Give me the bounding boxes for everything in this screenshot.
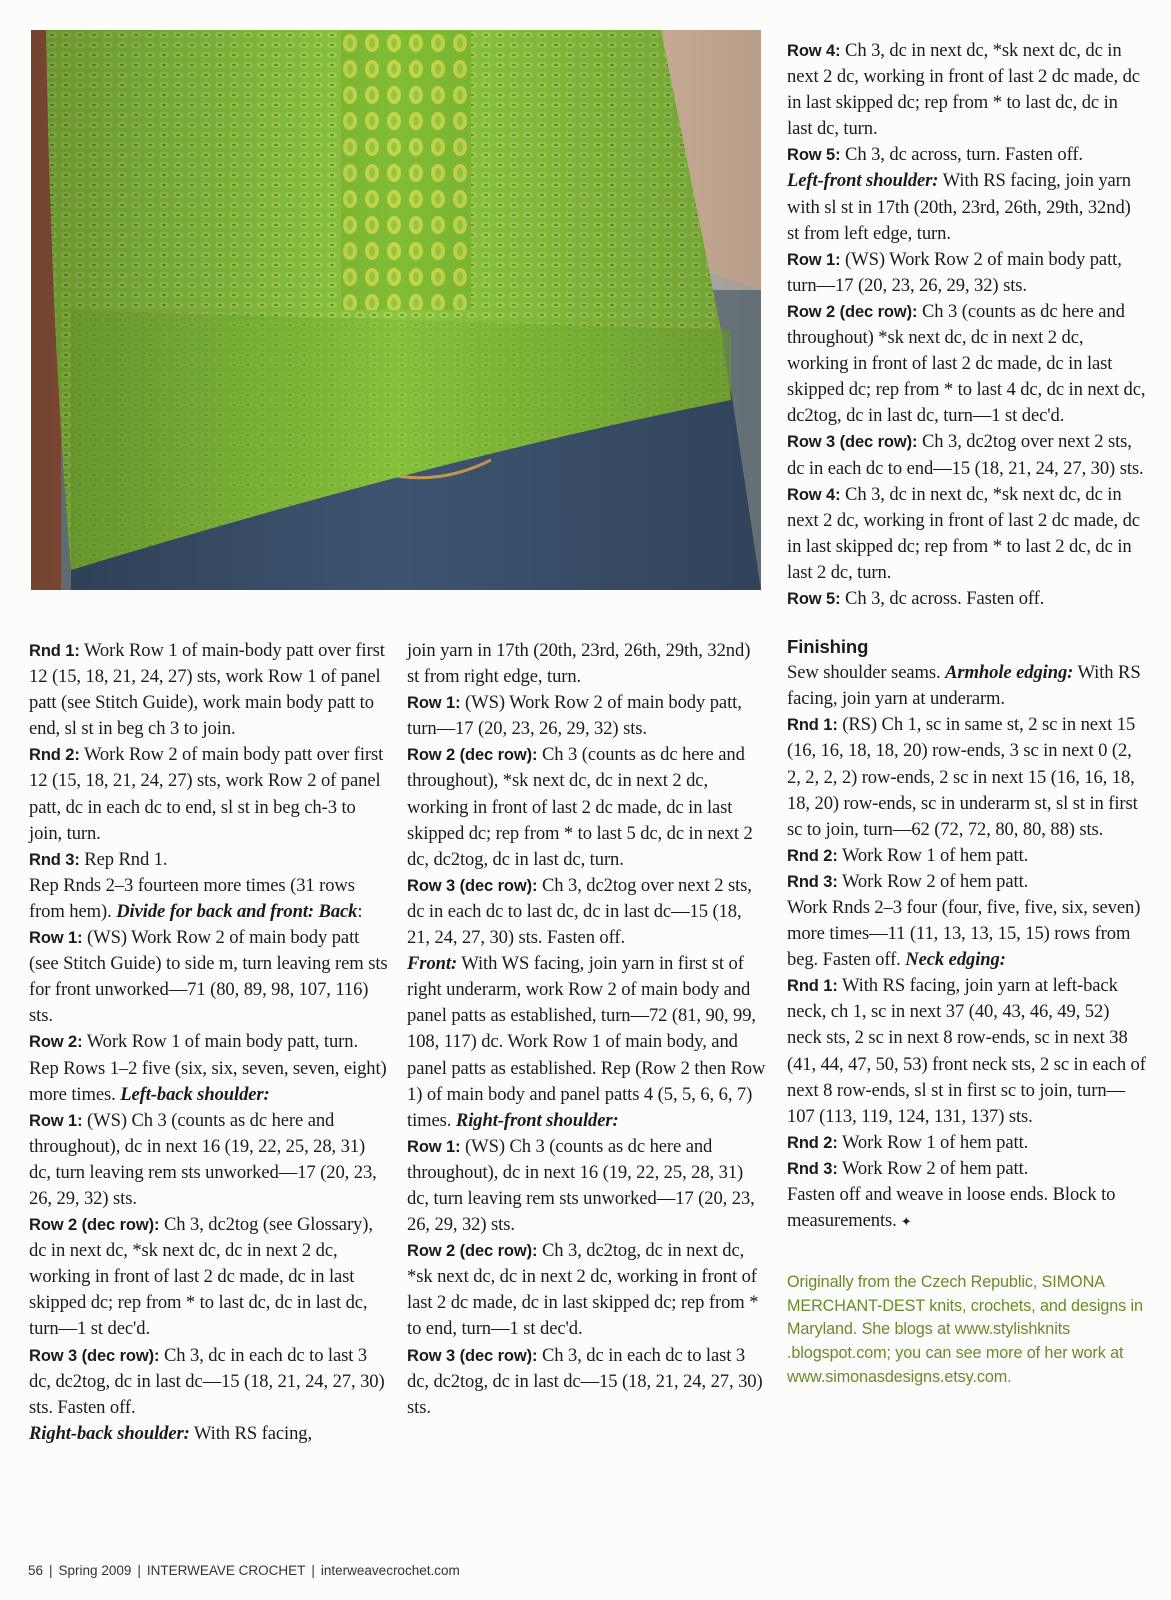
paragraph: Rnd 3: Work Row 2 of hem patt. (787, 870, 1029, 892)
paragraph: Row 1: (WS) Ch 3 (counts as dc here and throughout), dc in next 16 (19, 22, 25, 28, 31) dc, turn leaving rem sts unworked—17 (20, 23, 26, 29, 32) sts. (29, 1109, 377, 1209)
paragraph: Front: With WS facing, join yarn in first st of right underarm, work Row 2 of main body and panel patts as established, turn—72 (81, 90, 99, 108, 117) dc. Work Row 1 of main body, and panel patts as established. Rep (Row 2 then Row 1) of main body and panel patts 4 (5, 5, 6, 6, 7) times. Right-front shoulder: (407, 953, 766, 1131)
paragraph: Row 2 (dec row): Ch 3 (counts as dc here and throughout), *sk next dc, dc in next 2 dc, working in front of last 2 dc made, dc in last skipped dc; rep from * to last 5 dc, dc in next 2 dc, dc2tog, dc in last dc, turn. (407, 744, 753, 870)
paragraph: Row 1: (WS) Work Row 2 of main body patt, turn—17 (20, 23, 26, 29, 32) sts. (787, 248, 1122, 296)
column-1 (29, 638, 389, 1447)
column-2 (407, 638, 767, 1421)
paragraph: join yarn in 17th (20th, 23rd, 26th, 29th, 32nd) st from right edge, turn. (407, 640, 751, 688)
paragraph: Fasten off and weave in loose ends. Block to measurements. ✦ (787, 1184, 1116, 1232)
paragraph: Rnd 1: With RS facing, join yarn at left-back neck, ch 1, sc in next 37 (40, 43, 46, 49, 52) neck sts, 2 sc in next 8 row-ends, sc in next 38 (41, 44, 47, 50, 53) front neck sts, 2 sc in each of next 8 row-ends, sl st in first sc to join, turn—107 (113, 119, 124, 131, 137) sts. (787, 975, 1146, 1127)
paragraph: Rnd 2: Work Row 1 of hem patt. (787, 844, 1029, 866)
paragraph: Work Rnds 2–3 four (four, five, five, six, seven) more times—11 (11, 13, 13, 15, 15) rows from beg. Fasten off. Neck edging: (787, 897, 1141, 971)
issue-label: Spring 2009 (58, 1563, 132, 1578)
paragraph: Rnd 2: Work Row 1 of hem patt. (787, 1131, 1029, 1153)
sweater-photo (31, 30, 761, 590)
paragraph: Row 2 (dec row): Ch 3 (counts as dc here and throughout) *sk next dc, dc in next 2 dc, working in front of last 2 dc made, dc in last skipped dc; rep from * to last 4 dc, dc in next dc, dc2tog, dc in last dc, turn—1 st dec'd. (787, 300, 1146, 427)
paragraph: Row 1: (WS) Work Row 2 of main body patt, turn—17 (20, 23, 26, 29, 32) sts. (407, 692, 742, 740)
paragraph: Row 3 (dec row): Ch 3, dc in each dc to last 3 dc, dc2tog, dc in last dc—15 (18, 21, 24, 27, 30) sts. Fasten off. (29, 1344, 385, 1418)
paragraph: Row 2 (dec row): Ch 3, dc2tog, dc in next dc, *sk next dc, dc in next 2 dc, working in front of last 2 dc made, dc in last skipped dc; rep from * to end, turn—1 st dec'd. (407, 1240, 759, 1340)
paragraph: Row 2 (dec row): Ch 3, dc2tog (see Glossary), dc in next dc, *sk next dc, dc in next 2 dc, working in front of last 2 dc made, dc in last skipped dc; rep from * to last dc, dc in last dc, turn—1 st dec'd. (29, 1214, 373, 1340)
green-crochet-top-image (31, 30, 761, 590)
paragraph: Rnd 2: Work Row 2 of main body patt over first 12 (15, 18, 21, 24, 27) sts, work Row 2 of panel patt, dc in each dc to end, sl st in beg ch-3 to join, turn. (29, 744, 384, 844)
paragraph: Rep Rnds 2–3 fourteen more times (31 rows from hem). Divide for back and front: Back: (29, 874, 363, 922)
finishing-heading: Finishing (787, 636, 869, 658)
paragraph: Row 4: Ch 3, dc in next dc, *sk next dc, dc in next 2 dc, working in front of last 2 dc made, dc in last skipped dc; rep from * to last 2 dc, dc in last 2 dc, turn. (787, 483, 1140, 583)
paragraph: Rnd 1: (RS) Ch 1, sc in same st, 2 sc in next 15 (16, 16, 18, 18, 20) row-ends, 3 sc in next 0 (2, 2, 2, 2, 2) row-ends, 2 sc in next 15 (16, 16, 18, 18, 20) row-ends, sc in underarm st, sl st in first sc to join, turn—62 (72, 72, 80, 80, 88) sts. (787, 714, 1138, 840)
page-number: 56 (28, 1563, 44, 1578)
page-footer: 56 | Spring 2009 | INTERWEAVE CROCHET | interweavecrochet.com (28, 1563, 460, 1578)
column-3 (787, 38, 1147, 1389)
magazine-url[interactable]: interweavecrochet.com (320, 1563, 460, 1578)
paragraph: Row 5: Ch 3, dc across, turn. Fasten off. (787, 144, 1083, 166)
paragraph: Left-front shoulder: With RS facing, join yarn with sl st in 17th (20th, 23rd, 26th, 29th, 32nd) st from left edge, turn. (787, 170, 1131, 244)
paragraph: Rnd 1: Work Row 1 of main-body patt over first 12 (15, 18, 21, 24, 27) sts, work Row 1 of panel patt (see Stitch Guide), work main body patt to end, sl st in beg ch 3 to join. (29, 640, 385, 740)
end-of-article-icon: ✦ (900, 1214, 912, 1230)
paragraph: Row 2: Work Row 1 of main body patt, turn. (29, 1031, 358, 1053)
paragraph: Row 3 (dec row): Ch 3, dc2tog over next 2 sts, dc in each dc to last dc, dc in last dc—15 (18, 21, 24, 27, 30) sts. Fasten off. (407, 874, 752, 949)
paragraph: Row 1: (WS) Ch 3 (counts as dc here and throughout), dc in next 16 (19, 22, 25, 28, 31) dc, turn leaving rem sts unworked—17 (20, 23, 26, 29, 32) sts. (407, 1135, 755, 1236)
designer-bio: Originally from the Czech Republic, SIMONA MERCHANT-DEST knits, crochets, and designs in Maryland. She blogs at www.stylishknits .blogspot.com; you can see more of her work at www.simonasdesigns.etsy.com. (787, 1273, 1143, 1386)
paragraph: Row 3 (dec row): Ch 3, dc2tog over next 2 sts, dc in each dc to end—15 (18, 21, 24, 27, 30) sts. (787, 431, 1144, 479)
paragraph: Rnd 3: Work Row 2 of hem patt. (787, 1157, 1029, 1179)
paragraph: Right-back shoulder: With RS facing, (29, 1422, 313, 1444)
paragraph: Row 1: (WS) Work Row 2 of main body patt (see Stitch Guide) to side m, turn leaving rem sts for front unworked—71 (80, 89, 98, 107, 116) sts. (29, 927, 388, 1027)
paragraph: Rep Rows 1–2 five (six, six, seven, seven, eight) more times. Left-back shoulder: (29, 1057, 387, 1105)
paragraph: Row 5: Ch 3, dc across. Fasten off. (787, 587, 1045, 609)
paragraph: Rnd 3: Rep Rnd 1. (29, 848, 168, 870)
magazine-name: INTERWEAVE CROCHET (146, 1563, 306, 1578)
paragraph: Row 3 (dec row): Ch 3, dc in each dc to last 3 dc, dc2tog, dc in last dc—15 (18, 21, 24, 27, 30) sts. (407, 1344, 763, 1418)
paragraph: Sew shoulder seams. Armhole edging: With RS facing, join yarn at underarm. (787, 662, 1141, 710)
paragraph: Row 4: Ch 3, dc in next dc, *sk next dc, dc in next 2 dc, working in front of last 2 dc made, dc in last skipped dc; rep from * to last dc, dc in last dc, turn. (787, 40, 1140, 140)
